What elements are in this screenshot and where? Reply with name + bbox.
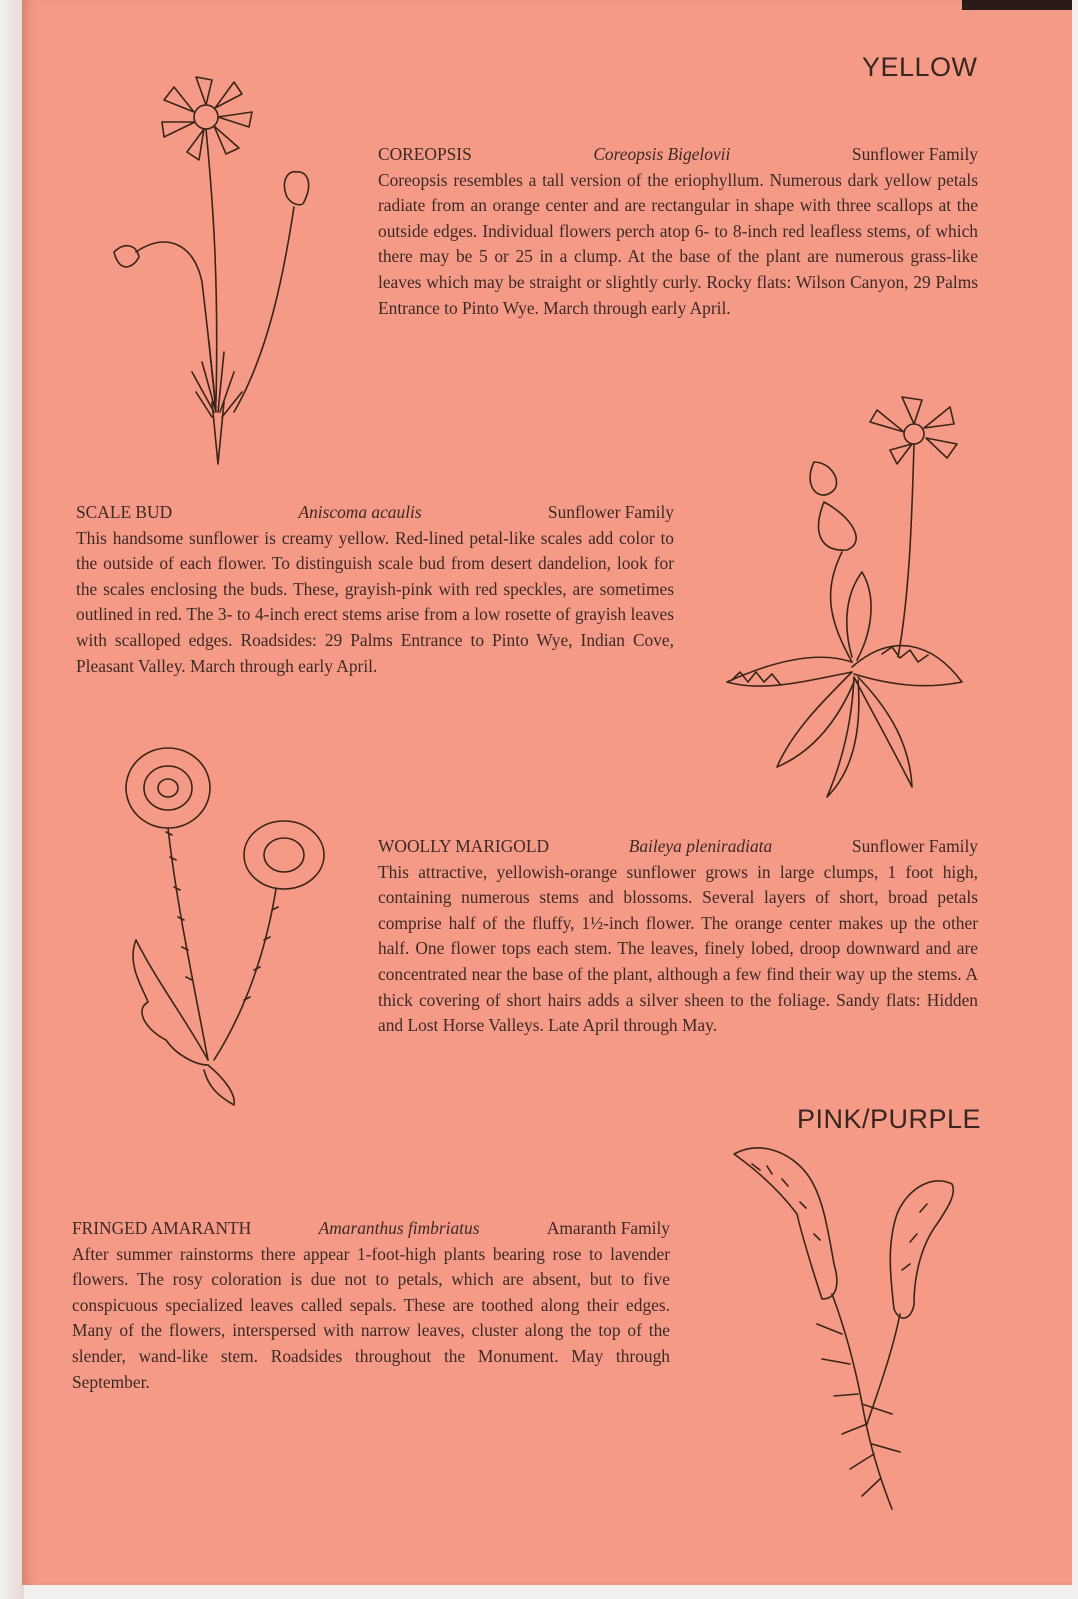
common-name: WOOLLY MARIGOLD: [378, 836, 550, 856]
entry-header: [378, 142, 978, 168]
section-heading-pink-purple: PINK/PURPLE: [797, 1104, 982, 1134]
family-name: Amaranth Family: [546, 1218, 670, 1238]
page-corner-shadow: [962, 0, 1072, 10]
family-name: Sunflower Family: [547, 502, 674, 522]
woolly-marigold-drawing: [96, 740, 346, 1110]
common-name: FRINGED AMARANTH: [72, 1218, 252, 1238]
entry-header: [76, 500, 674, 526]
common-name: COREOPSIS: [378, 144, 472, 164]
book-page: [22, 0, 1072, 1585]
scientific-name: Baileya pleniradiata: [628, 836, 773, 856]
family-name: Sunflower Family: [851, 144, 978, 164]
common-name: SCALE BUD: [76, 502, 173, 522]
family-name: Sunflower Family: [851, 836, 978, 856]
scientific-name: Coreopsis Bigelovii: [593, 144, 731, 164]
entry-woolly-marigold: [378, 834, 978, 1039]
entry-header: [72, 1216, 670, 1242]
entry-description: This handsome sunflower is creamy yellow. Red-lined petal-like scales add color to the outside of each flower. To distinguish scale bud from desert dandelion, look for the scales enclosing the buds. These, grayish-pink with red speckles, are sometimes outlined in red. The 3- to 4-inch erect stems arise from a low rosette of grayish leaves with scalloped edges. Roadsides: 29 Palms Entrance to Pinto Wye, Indian Cove, Pleasant Valley. March through early April.: [76, 527, 674, 676]
entry-scale-bud: [76, 500, 674, 679]
fringed-amaranth-drawing: [722, 1134, 977, 1519]
entry-description: This attractive, yellowish-orange sunflower grows in large clumps, 1 foot high, containing numerous stems and blossoms. Several layers of short, broad petals comprise half of the fluffy, 1½-inch flower. The orange center makes up the other half. One flower tops each stem. The leaves, finely lobed, droop downward and are concentrated near the base of the plant, although a few find their way up the stems. A thick covering of short hairs adds a silver sheen to the foliage. Sandy flats: Hidden and Lost Horse Valleys. Late April through May.: [378, 861, 978, 1036]
scientific-name: Amaranthus fimbriatus: [318, 1218, 480, 1238]
entry-description: After summer rainstorms there appear 1-foot-high plants bearing rose to lavender flowers. The rosy coloration is due not to petals, which are absent, but to five conspicuous specialized leaves called sepals. These are toothed along their edges. Many of the flowers, interspersed with narrow leaves, cluster along the top of the slender, wand-like stem. Roadsides throughout the Monument. May through September.: [72, 1243, 670, 1392]
scientific-name: Aniscoma acaulis: [298, 502, 422, 522]
entry-header: [378, 834, 978, 860]
coreopsis-drawing: [84, 72, 324, 472]
scale-bud-drawing: [702, 392, 972, 807]
page-gutter: [0, 0, 24, 1599]
entry-coreopsis: [378, 142, 978, 321]
entry-description: Coreopsis resembles a tall version of the eriophyllum. Numerous dark yellow petals radiate from an orange center and are rectangular in shape with three scallops at the outside edges. Individual flowers perch atop 6- to 8-inch red leafless stems, of which there may be 5 or 25 in a clump. At the base of the plant are numerous grass-like leaves which may be straight or slightly curly. Rocky flats: Wilson Canyon, 29 Palms Entrance to Pinto Wye. March through early April.: [378, 169, 978, 318]
entry-fringed-amaranth: [72, 1216, 670, 1395]
section-heading-yellow: YELLOW: [862, 52, 978, 82]
